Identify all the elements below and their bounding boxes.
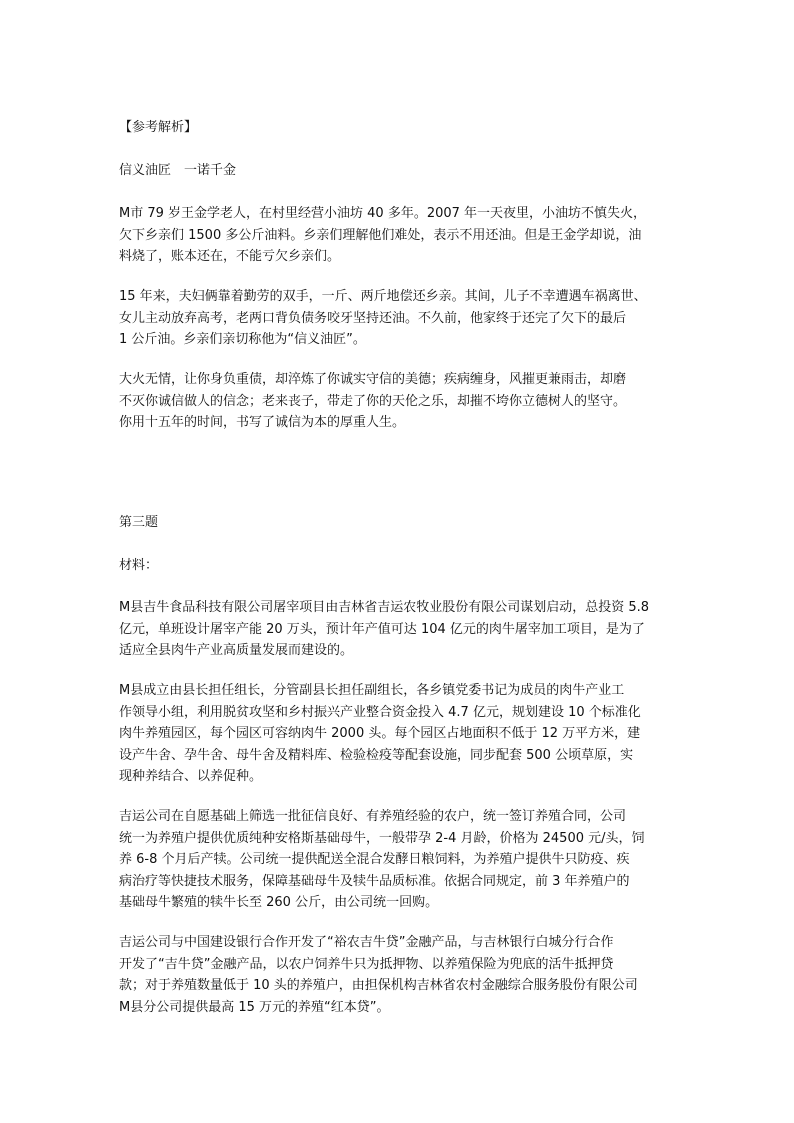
reference-analysis-header: 【参考解析】 (119, 120, 198, 135)
paragraph-1: M市 79 岁王金学老人，在村里经营小油坊 40 多年。2007 年一天夜里，小油坊不慎失火， 欠下乡亲们 1500 多公斤油料。乡亲们理解他们难处，表示不用还油。但是王金学却说，油 料烧了，账本还在，不能亏欠乡亲们。 (119, 206, 647, 264)
paragraph-2: 15 年来，夫妇俩靠着勤劳的双手，一斤、两斤地偿还乡亲。其间，儿子不幸遭遇车祸离世、 女儿主动放弃高考，老两口背负债务咬牙坚持还油。不久前，他家终于还完了欠下的最后 1 公斤油。乡亲们亲切称他为“信义油匠”。 (119, 289, 647, 347)
section-title: 第三题 (119, 515, 159, 530)
material-paragraph-3: 吉运公司在自愿基础上筛选一批征信良好、有养殖经验的农户，统一签订养殖合同，公司 统一为养殖户提供优质纯种安格斯基础母牛，一般带孕 2-4 月龄，价格为 24500 元/头，饲 养 6-8 个月后产犊。公司统一提供配送全混合发酵日粮饲料，为养殖户提供牛只防疫、疾 病治疗等快捷技术服务，保障基础母牛及犊牛品质标准。依据合同规定，前 3 年养殖户的 基础母牛繁殖的犊牛长至 260 公斤，由公司统一回购。 (119, 809, 645, 910)
material-paragraph-1: M县吉牛食品科技有限公司屠宰项目由吉林省吉运农牧业股份有限公司谋划启动，总投资 5.8 亿元，单班设计屠宰产能 20 万头，预计年产值可达 104 亿元的肉牛屠宰加工项目，是为了 适应全县肉牛产业高质量发展而建设的。 (119, 600, 650, 658)
material-paragraph-4: 吉运公司与中国建设银行合作开发了“裕农吉牛贷”金融产品，与吉林银行白城分行合作 开发了“吉牛贷”金融产品，以农户饲养牛只为抵押物、以养殖保险为兜底的活牛抵押贷 款；对于养殖数量低于 10 头的养殖户，由担保机构吉林省农村金融综合服务股份有限公司 M县分公司提供最高 15 万元的养殖“红本贷”。 (119, 935, 638, 1015)
paragraph-3: 大火无情，让你身负重债，却淬炼了你诚实守信的美德；疾病缠身，风摧更兼雨击，却磨 不灭你诚信做人的信念；老来丧子，带走了你的天伦之乐，却摧不垮你立德树人的坚守。 你用十五年的时间，书写了诚信为本的厚重人生。 (119, 372, 627, 430)
material-paragraph-2: M县成立由县长担任组长，分管副县长担任副组长，各乡镇党委书记为成员的肉牛产业工 作领导小组，利用脱贫攻坚和乡村振兴产业整合资金投入 4.7 亿元，规划建设 10 个标准化 肉牛养殖园区，每个园区可容纳肉牛 2000 头。每个园区占地面积不低于 12 万平方米，建 设产牛舍、孕牛舍、母牛舍及精料库、检验检疫等配套设施，同步配套 500 公顷草原，实 现种养结合、以养促种。 (119, 683, 641, 784)
article-title: 信义油匠 一诺千金 (119, 163, 237, 178)
material-label: 材料： (119, 558, 159, 573)
